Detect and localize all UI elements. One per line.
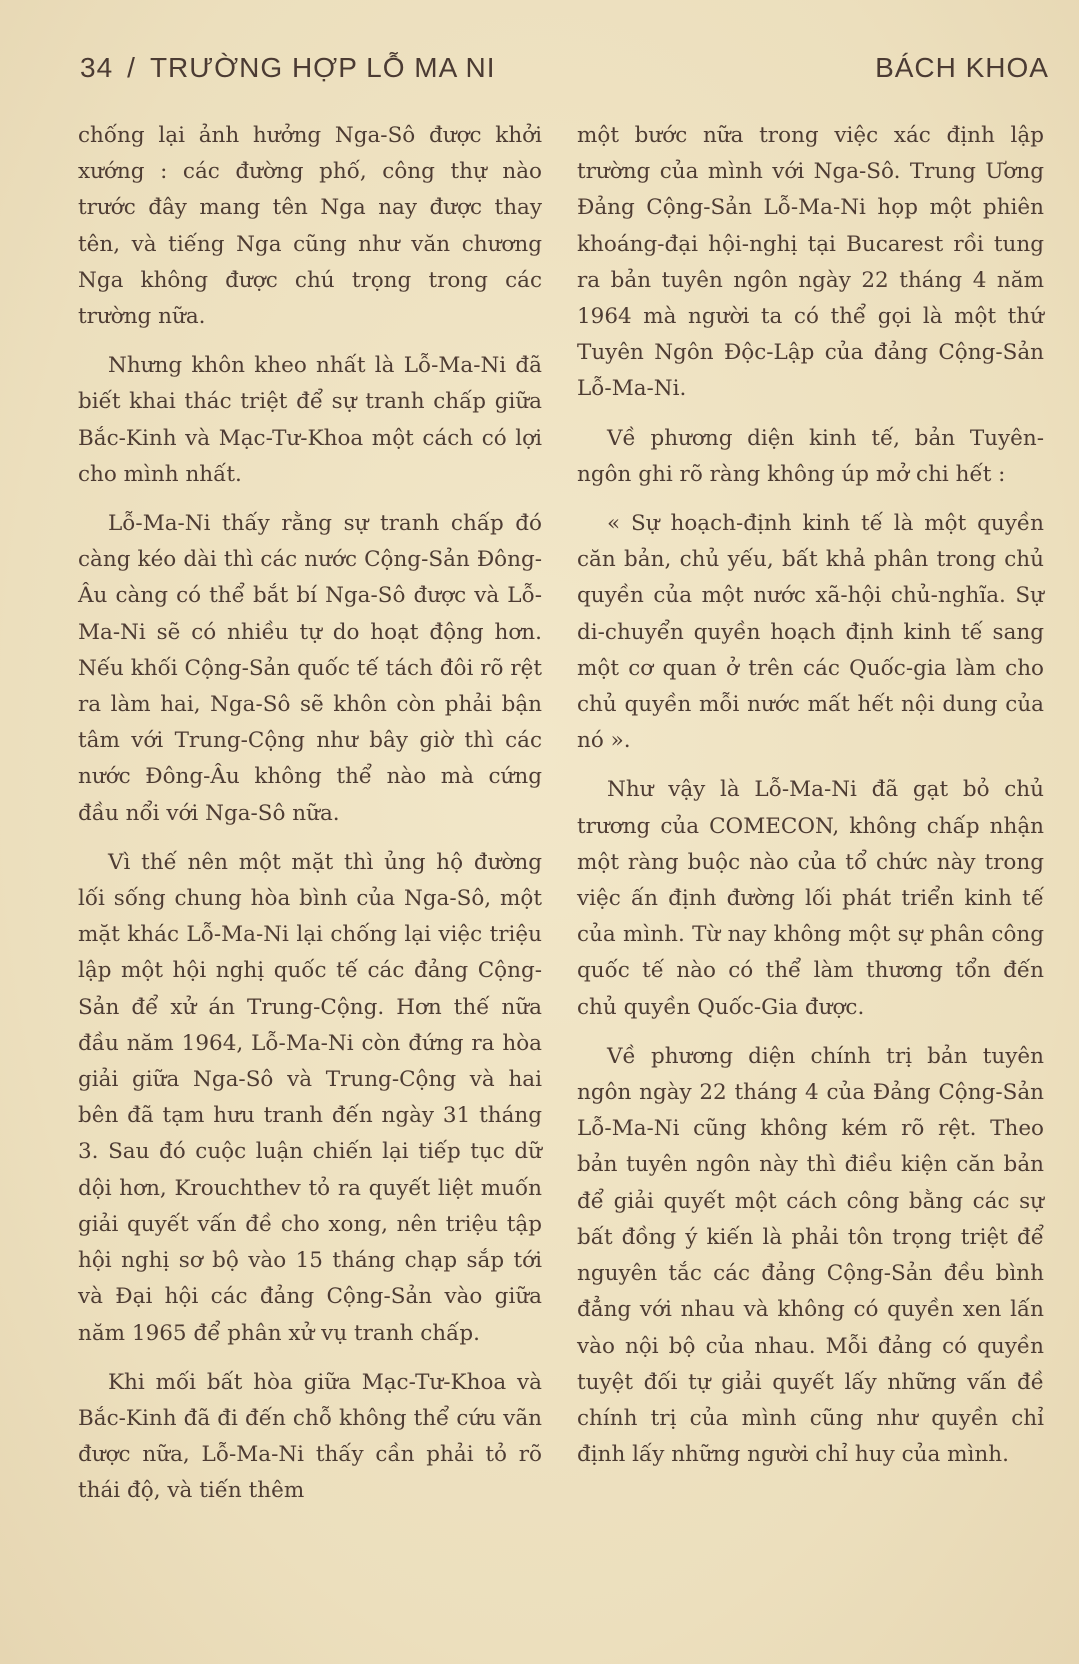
right-paragraph-1: một bước nữa trong việc xác định lập trường của mình với Nga-Sô. Trung Ương Đảng Cộng-Sản Lỗ-Ma-Ni họp một phiên khoáng-đại hội-nghị tại Bucarest rồi tung ra bản tuyên ngôn ngày 22 tháng 4 năm 1964 mà người ta có thể gọi là một thứ Tuyên Ngôn Độc-Lập của đảng Cộng-Sản Lỗ-Ma-Ni. <box>577 123 1044 402</box>
right-paragraph-2: Về phương diện kinh tế, bản Tuyên-ngôn ghi rõ ràng không úp mở chi hết : <box>577 425 1044 487</box>
left-paragraph-5: Khi mối bất hòa giữa Mạc-Tư-Khoa và Bắc-Kinh đã đi đến chỗ không thể cứu vãn được nữa, Lỗ-Ma-Ni thấy cần phải tỏ rõ thái độ, và tiến thêm <box>78 1369 542 1504</box>
left-paragraph-1: chống lại ảnh hưởng Nga-Sô được khởi xướng : các đường phố, công thự nào trước đây mang tên Nga nay được thay tên, và tiếng Nga cũng như văn chương Nga không được chú trọng trong các trường nữa. <box>78 123 542 330</box>
page-number: 34 <box>80 52 114 83</box>
page-header <box>80 52 1049 88</box>
running-title: TRƯỜNG HỢP LỖ MA NI <box>149 52 496 83</box>
header-left <box>80 52 496 84</box>
publication-name: BÁCH KHOA <box>875 52 1049 83</box>
left-paragraph-4: Vì thế nên một mặt thì ủng hộ đường lối sống chung hòa bình của Nga-Sô, một mặt khác Lỗ-Ma-Ni lại chống lại việc triệu lập một hội nghị quốc tế các đảng Cộng-Sản để xử án Trung-Cộng. Hơn thế nữa đầu năm 1964, Lỗ-Ma-Ni còn đứng ra hòa giải giữa Nga-Sô và Trung-Cộng và hai bên đã tạm hưu tranh đến ngày 31 tháng 3. Sau đó cuộc luận chiến lại tiếp tục dữ dội hơn, Krouchthev tỏ ra quyết liệt muốn giải quyết vấn đề cho xong, nên triệu tập hội nghị sơ bộ vào 15 tháng chạp sắp tới và Đại hội các đảng Cộng-Sản vào giữa năm 1965 để phân xử vụ tranh chấp. <box>78 849 542 1346</box>
left-paragraph-2: Nhưng khôn kheo nhất là Lỗ-Ma-Ni đã biết khai thác triệt để sự tranh chấp giữa Bắc-Kinh và Mạc-Tư-Khoa một cách có lợi cho mình nhất. <box>78 353 542 487</box>
header-separator: / <box>127 52 136 83</box>
left-paragraph-3: Lỗ-Ma-Ni thấy rằng sự tranh chấp đó càng kéo dài thì các nước Cộng-Sản Đông-Âu càng có thể bắt bí Nga-Sô được và Lỗ-Ma-Ni sẽ có nhiều tự do hoạt động hơn. Nếu khối Cộng-Sản quốc tế tách đôi rõ rệt ra làm hai, Nga-Sô sẽ khôn còn phải bận tâm với Trung-Cộng như bây giờ thì các nước Đông-Âu không thể nào mà cứng đầu nổi với Nga-Sô nữa. <box>78 511 542 826</box>
right-paragraph-5: Về phương diện chính trị bản tuyên ngôn ngày 22 tháng 4 của Đảng Cộng-Sản Lỗ-Ma-Ni cũng không kém rõ rệt. Theo bản tuyên ngôn này thì điều kiện căn bản để giải quyết một cách công bằng các sự bất đồng ý kiến là phải tôn trọng triệt để nguyên tắc các đảng Cộng-Sản đều bình đẳng với nhau và không có quyền xen lấn vào nội bộ của nhau. Mỗi đảng có quyền tuyệt đối tự giải quyết lấy những vấn đề chính trị của mình cũng như quyền chỉ định lấy những người chỉ huy của mình. <box>577 1043 1044 1468</box>
left-column <box>78 118 542 1510</box>
right-paragraph-4: Như vậy là Lỗ-Ma-Ni đã gạt bỏ chủ trương của COMECON, không chấp nhận một ràng buộc nào của tổ chức này trong việc ấn định đường lối phát triển kinh tế của mình. Từ nay không một sự phân công quốc tế nào có thể làm thương tổn đến chủ quyền Quốc-Gia được. <box>577 777 1044 1020</box>
right-column <box>577 118 1044 1473</box>
right-quote-paragraph: « Sự hoạch-định kinh tế là một quyền căn bản, chủ yếu, bất khả phân trong chủ quyền của một nước xã-hội chủ-nghĩa. Sự di-chuyển quyền hoạch định kinh tế sang một cơ quan ở trên các Quốc-gia làm cho chủ quyền mỗi nước mất hết nội dung của nó ». <box>577 511 1044 754</box>
